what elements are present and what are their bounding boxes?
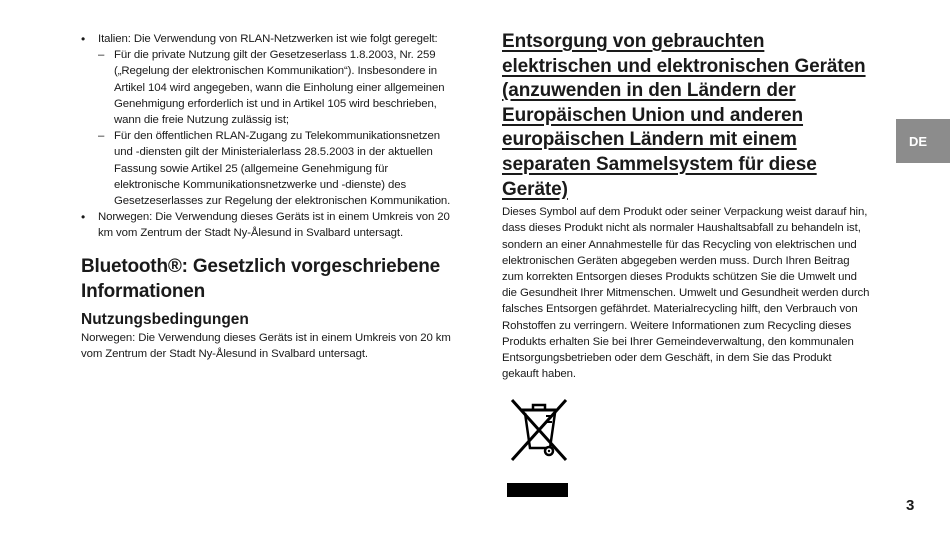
disposal-text: Dieses Symbol auf dem Produkt oder seiner Verpackung weist darauf hin, dass dieses Produkt nicht als normaler Haushaltsabfall zu behandeln ist, sondern an einer Annahmestelle für das Recycling von elektrischen und elektronischen Geräten abgegeben werden muss. Durch Ihren Beitrag zum korrekten Entsorgen dieses Produkts schützen Sie die Umwelt und die Gesundheit Ihrer Mitmenschen. Umwelt und Gesundheit werden durch falsches Entsorgen gefährdet. Materialrecycling hilft, den Verbrauch von Rohstoffen zu verringern. Weitere Informationen zum Recycling dieses Produkts erhalten Sie bei Ihrer Gemeindeverwaltung, den kommunalen Entsorgungsbetrieben oder dem Geschäft, in dem Sie das Produkt gekauft haben. [502,206,870,381]
page-number: 3 [906,497,915,514]
bullet-italy [81,31,451,209]
left-column [81,31,451,362]
bullet-norway: • Norwegen: Die Verwendung dieses Geräts ist in einem Umkreis von 20 km vom Zentrum der Stadt Ny-Ålesund in Svalbard untersagt. [81,209,451,241]
usage-conditions-text: Norwegen: Die Verwendung dieses Geräts ist in einem Umkreis von 20 km vom Zentrum der Stadt Ny-Ålesund in Svalbard untersagt. [81,331,451,360]
crossed-out-wheelie-bin-icon [502,392,562,497]
right-column [502,30,870,497]
language-tab: DE [896,119,950,163]
disposal-heading: Entsorgung von gebrauchten elektrischen und elektronischen Geräten (anzuwenden in den Ländern der Europäischen Union und anderen europäischen Ländern mit einem separaten Sammelsystem für diese Geräte) [502,31,866,200]
italy-sub-list [98,47,451,209]
regulation-bullet-list [81,31,451,242]
usage-conditions-heading: Nutzungsbedingungen [81,310,249,328]
italy-sub-item-private: – Für die private Nutzung gilt der Gesetzeserlass 1.8.2003, Nr. 259 („Regelung der elektronischen Kommunikation“). Insbesondere in Artikel 104 wird angegeben, wann die Einholung einer allgemeinen Genehmigung erforderlich ist und in Artikel 105 wird beschrieben, wann die freie Nutzung zulässig ist; [98,47,451,128]
bluetooth-heading: Bluetooth®: Gesetzlich vorgeschriebene Informationen [81,255,441,302]
italy-sub-item-public: – Für den öffentlichen RLAN-Zugang zu Telekommunikationsnetzen und -diensten gilt der Ministerialerlass 28.5.2003 in der aktuellen Fassung sowie Artikel 25 (allgemeine Genehmigung für elektronische Kommunikationsnetzwerke und -dienste) des Gesetzeserlasses zur Regelung der elektronischen Kommunikation. [98,128,451,209]
bullet-italy-intro: Italien: Die Verwendung von RLAN-Netzwerken ist wie folgt geregelt: [98,33,438,45]
weee-black-bar [507,483,568,497]
